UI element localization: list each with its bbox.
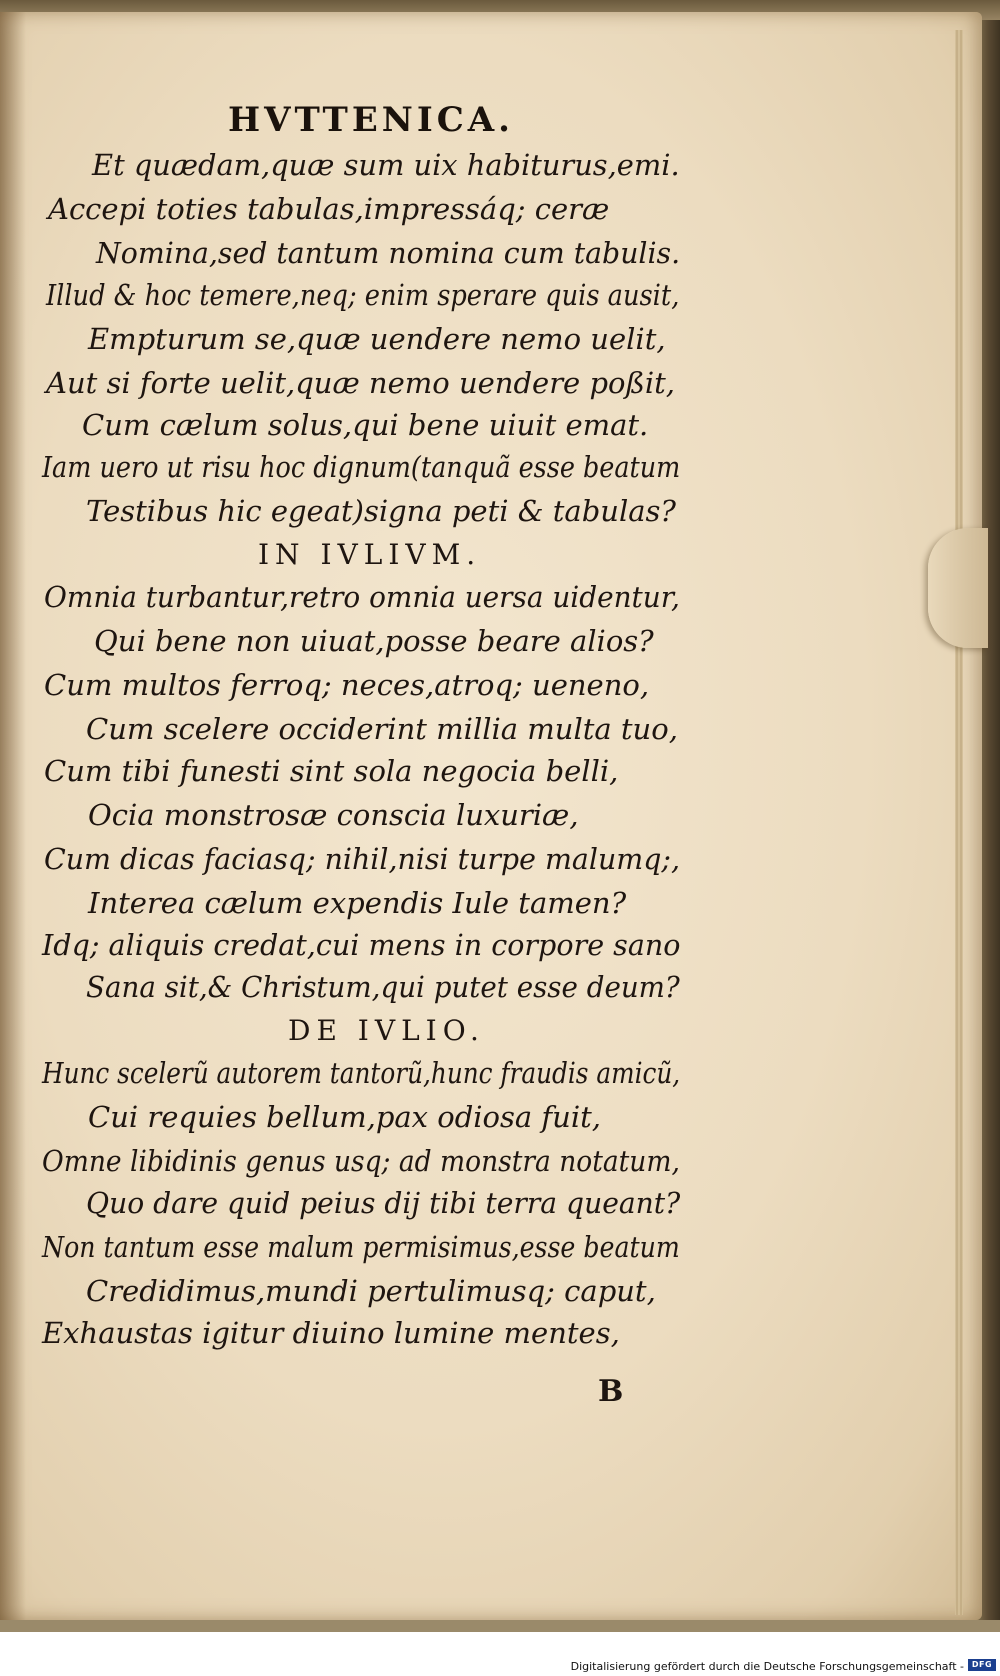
- verse-line: Omnia turbantur,retro omnia uersa uidentur,: [44, 580, 680, 614]
- verse-line: Et quædam,quæ sum uix habiturus,emi.: [92, 148, 680, 182]
- verse-line: Non tantum esse malum permisimus,esse beatum: [42, 1230, 680, 1264]
- verse-line: Qui bene non uiuat,posse beare alios?: [94, 624, 654, 658]
- bookmark-tab: [928, 528, 988, 648]
- verse-line: Aut si forte uelit,quæ nemo uendere poßit,: [46, 366, 675, 400]
- verse-line: Cum tibi funesti sint sola negocia belli,: [44, 754, 619, 788]
- verse-line: Cui requies bellum,pax odiosa fuit,: [88, 1100, 601, 1134]
- gutter-shadow: [0, 12, 26, 1620]
- verse-line: Cum cælum solus,qui bene uiuit emat.: [82, 408, 649, 442]
- verse-line: Idq; aliquis credat,cui mens in corpore sano: [42, 928, 681, 962]
- verse-line: Testibus hic egeat)signa peti & tabulas?: [86, 494, 676, 528]
- verse-line: Cum multos ferroq; neces,atroq; ueneno,: [44, 668, 650, 702]
- verse-line: Empturum se,quæ uendere nemo uelit,: [88, 322, 666, 356]
- verse-line: Cum scelere occiderint millia multa tuo,: [86, 712, 678, 746]
- verse-line: Nomina,sed tantum nomina cum tabulis.: [96, 236, 681, 270]
- verse-line: Quo dare quid peius dij tibi terra queant?: [86, 1186, 681, 1220]
- verse-line: Cum dicas faciasq; nihil,nisi turpe malumq;,: [44, 842, 681, 876]
- verse-line: Illud & hoc temere,neq; enim sperare quis ausit,: [46, 278, 680, 312]
- verse-line: Credidimus,mundi pertulimusq; caput,: [86, 1274, 656, 1308]
- verse-line: Sana sit,& Christum,qui putet esse deum?: [86, 970, 680, 1004]
- verse-line: Exhaustas igitur diuino lumine mentes,: [42, 1316, 620, 1350]
- dfg-logo-icon: DFG: [968, 1659, 996, 1671]
- verse-line: Hunc scelerũ autorem tantorũ,hunc fraudis amicũ,: [42, 1056, 681, 1090]
- running-head: HVTTENICA.: [227, 100, 515, 140]
- verse-line: Iam uero ut risu hoc dignum(tanquã esse beatum: [42, 450, 681, 484]
- verse-line: Omne libidinis genus usq; ad monstra notatum,: [42, 1144, 680, 1178]
- section-heading: DE IVLIO.: [288, 1014, 485, 1047]
- footer-credit: Digitalisierung gefördert durch die Deutsche Forschungsgemeinschaft -: [570, 1660, 964, 1673]
- signature-mark: B: [598, 1374, 624, 1409]
- verse-line: Ocia monstrosæ conscia luxuriæ,: [88, 798, 579, 832]
- verse-line: Accepi toties tabulas,impressáq; ceræ: [48, 192, 610, 226]
- verse-line: Interea cælum expendis Iule tamen?: [88, 886, 627, 920]
- section-heading: IN IVLIVM.: [258, 538, 482, 571]
- page-fore-edge: [955, 30, 963, 1615]
